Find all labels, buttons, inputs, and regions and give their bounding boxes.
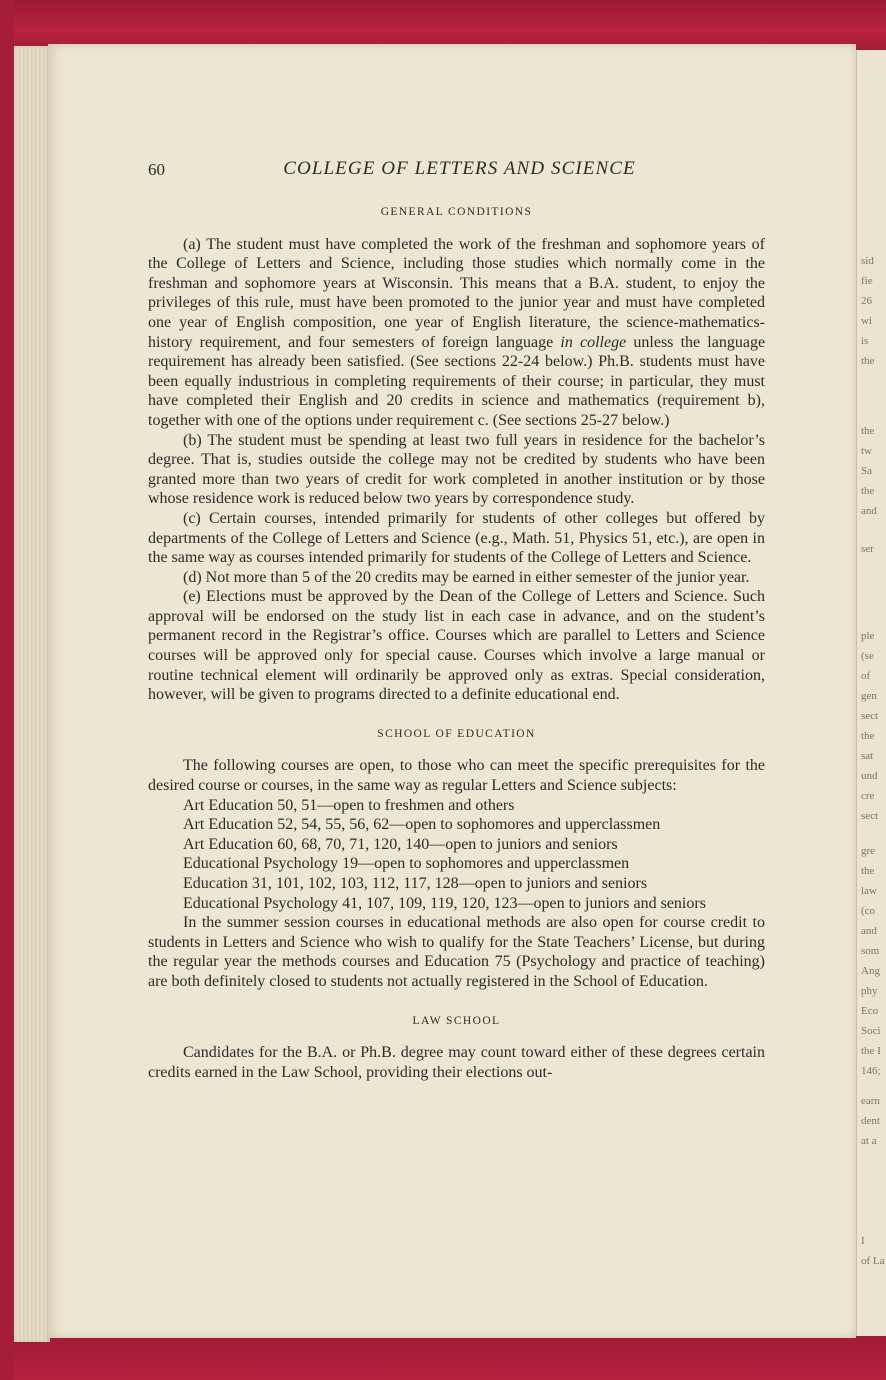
course-list bbox=[148, 796, 765, 914]
course-list-item: Education 31, 101, 102, 103, 112, 117, 128—open to juniors and seniors bbox=[183, 875, 648, 892]
summer-session-paragraph: In the summer session courses in educational methods are also open for course credit to students in Letters and Science who wish to qualify for the State Teachers’ License, but during the regular year the methods courses and Education 75 (Psychology and practice of teaching) are both definitely closed to students not actually registered in the School of Education. bbox=[148, 914, 765, 990]
general-conditions-heading: GENERAL CONDITIONS bbox=[380, 206, 533, 218]
course-list-item: Educational Psychology 19—open to sophomores and upperclassmen bbox=[183, 855, 630, 873]
page-content bbox=[148, 156, 765, 1082]
paragraph-c: (c) Certain courses, intended primarily for students of other colleges but offered by departments of the College of Letters and Science (e.g., Math. 51, Physics 51, etc.), are open in the same way as courses intended primarily for students of the College of Letters and Science. bbox=[148, 509, 765, 567]
law-school-paragraph: Candidates for the B.A. or Ph.B. degree may count toward either of these degrees certain credits earned in the Law School, providing their elections out- bbox=[148, 1044, 765, 1081]
paragraph-e: (e) Elections must be approved by the Dean of the College of Letters and Science. Such approval will be endorsed on the study list in each case in advance, and on the student’s permanent record in the Registrar’s office. Courses which are parallel to Letters and Science courses will be approved only for special cause. Courses which involve a large manual or routine technical element will ordinarily be approved only as extras. Special consideration, however, will be given to programs directed to a definite educational end. bbox=[148, 588, 765, 704]
running-head bbox=[148, 156, 765, 186]
law-school-heading: LAW SCHOOL bbox=[412, 1014, 501, 1027]
course-list-item: Educational Psychology 41, 107, 109, 119, 120, 123—open to juniors and seniors bbox=[183, 894, 706, 912]
school-of-education-heading: SCHOOL OF EDUCATION bbox=[377, 727, 536, 740]
facing-page-edge: sid fie 26 wi is the the tw Sa the and ser ple (se of gen sect the sat und cre sect gre the law (co and som Ang phy Eco Soci the I 146; earn dent at a I of La bbox=[856, 50, 886, 1336]
paragraph-a: (a) The student must have completed the work of the freshman and sophomore years of the College of Letters and Science, including those studies which normally come in the freshman and sophomore years at Wisconsin. This means that a B.A. student, to enjoy the privileges of this rule, must have been promoted to the junior year and must have completed one year of English composition, one year of English literature, the science-mathematics-history requirement, and four semesters of foreign language in college unless the language requirement has already been satisfied. (See sections 22-24 below.) Ph.B. students must have been equally industrious in completing requirements of their course; in particular, they must have completed their English and 20 credits in science and mathematics (requirement b), together with one of the options under requirement c. (See sections 25-27 below.) bbox=[148, 235, 766, 429]
education-intro: The following courses are open, to those who can meet the specific prerequisites for the desired course or courses, in the same way as regular Letters and Science subjects: bbox=[148, 757, 765, 795]
page-edges bbox=[14, 46, 50, 1342]
page-number: 60 bbox=[148, 160, 165, 179]
course-list-item: Art Education 60, 68, 70, 71, 120, 140—open to juniors and seniors bbox=[183, 835, 618, 853]
course-list-item: Art Education 50, 51—open to freshmen and others bbox=[183, 796, 515, 814]
paragraph-b: (b) The student must be spending at least two full years in residence for the bachelor’s degree. That is, studies outside the college may not be credited by students who have been granted more than two years of credit for work completed in another institution or by those whose residence work is reduced below two years by correspondence study. bbox=[148, 431, 765, 508]
course-list-item: Art Education 52, 54, 55, 56, 62—open to sophomores and upperclassmen bbox=[183, 816, 661, 834]
book-binding-left bbox=[0, 0, 14, 1380]
paragraph-d: (d) Not more than 5 of the 20 credits may be earned in either semester of the junior year. bbox=[183, 568, 750, 586]
running-title: COLLEGE OF LETTERS AND SCIENCE bbox=[283, 158, 636, 179]
book-binding-bottom bbox=[0, 1336, 886, 1380]
